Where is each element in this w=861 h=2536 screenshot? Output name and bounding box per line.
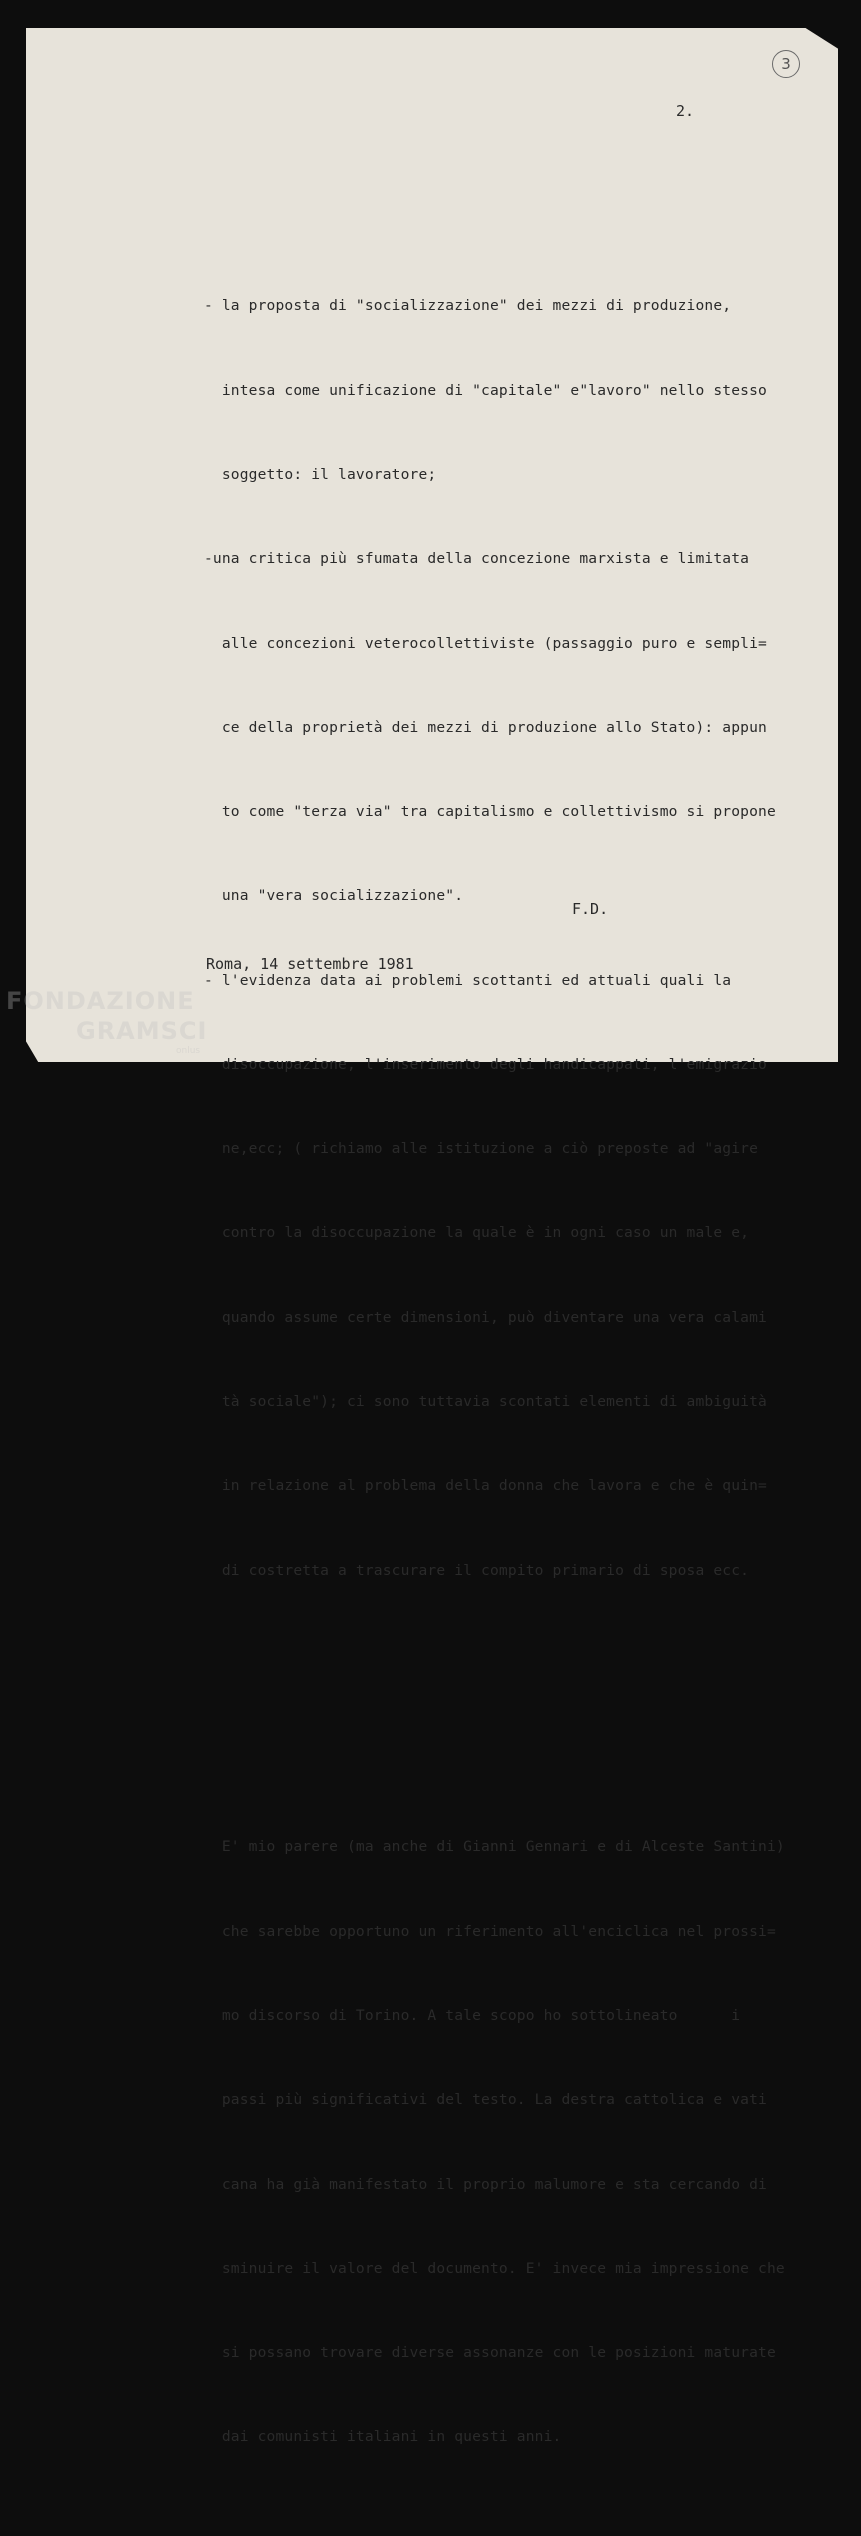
watermark-line: onlus bbox=[176, 1046, 201, 1056]
text-line: tà sociale"); ci sono tuttavia scontati elementi di ambiguità bbox=[204, 1393, 767, 1411]
document-body bbox=[204, 180, 824, 2536]
text-line: si possano trovare diverse assonanze con le posizioni maturate bbox=[204, 2344, 776, 2362]
text-line: quando assume certe dimensioni, può diventare una vera calami bbox=[204, 1308, 767, 1326]
text-line: ce della proprietà dei mezzi di produzione allo Stato): appun bbox=[204, 718, 767, 736]
watermark-line: GRAMSCI bbox=[76, 1017, 208, 1045]
place-date: Roma, 14 settembre 1981 bbox=[206, 955, 414, 973]
text-line: - la proposta di "socializzazione" dei mezzi di produzione, bbox=[204, 297, 732, 315]
text-line: dai comunisti italiani in questi anni. bbox=[204, 2428, 562, 2446]
watermark-line: FONDAZIONE bbox=[6, 987, 195, 1015]
text-line: intesa come unificazione di "capitale" e"lavoro" nello stesso bbox=[204, 381, 767, 399]
paragraph-list bbox=[204, 236, 824, 1641]
text-line: passi più significativi del testo. La destra cattolica e vati bbox=[204, 2091, 767, 2109]
signature: F.D. bbox=[572, 900, 609, 918]
text-line: mo discorso di Torino. A tale scopo ho sottolineato i bbox=[204, 2007, 741, 2024]
text-line: cana ha già manifestato il proprio malumore e sta cercando di bbox=[204, 2175, 767, 2193]
text-line: contro la disoccupazione la quale è in ogni caso un male e, bbox=[204, 1224, 750, 1242]
page-number: 2. bbox=[676, 102, 695, 120]
text-line: E' mio parere (ma anche di Gianni Gennari e di Alceste Santini) bbox=[204, 1838, 785, 1856]
text-line: to come "terza via" tra capitalismo e collettivismo si propone bbox=[204, 803, 776, 821]
text-line: disoccupazione, l'inserimento degli handicappati, l'emigrazio bbox=[204, 1055, 767, 1073]
watermark-logo bbox=[6, 986, 207, 1056]
text-line: - l'evidenza data ai problemi scottanti ed attuali quali la bbox=[204, 971, 732, 989]
text-line: sminuire il valore del documento. E' invece mia impressione che bbox=[204, 2259, 785, 2277]
paragraph-gap bbox=[204, 1697, 824, 1721]
text-line: alle concezioni veterocollettiviste (passaggio puro e sempli= bbox=[204, 634, 767, 652]
text-line: che sarebbe opportuno un riferimento all'enciclica nel prossi= bbox=[204, 1922, 776, 1940]
text-line: ne,ecc; ( richiamo alle istituzione a ciò preposte ad "agire bbox=[204, 1140, 759, 1158]
text-line: una "vera socializzazione". bbox=[204, 887, 464, 905]
text-line: in relazione al problema della donna che lavora e che è quin= bbox=[204, 1477, 767, 1495]
text-line: -una critica più sfumata della concezione marxista e limitata bbox=[204, 550, 750, 568]
text-line: soggetto: il lavoratore; bbox=[204, 465, 437, 483]
paragraph-opinion bbox=[204, 1777, 824, 2507]
archive-page-number: 3 bbox=[772, 50, 800, 78]
text-line: di costretta a trascurare il compito primario di sposa ecc. bbox=[204, 1561, 750, 1579]
